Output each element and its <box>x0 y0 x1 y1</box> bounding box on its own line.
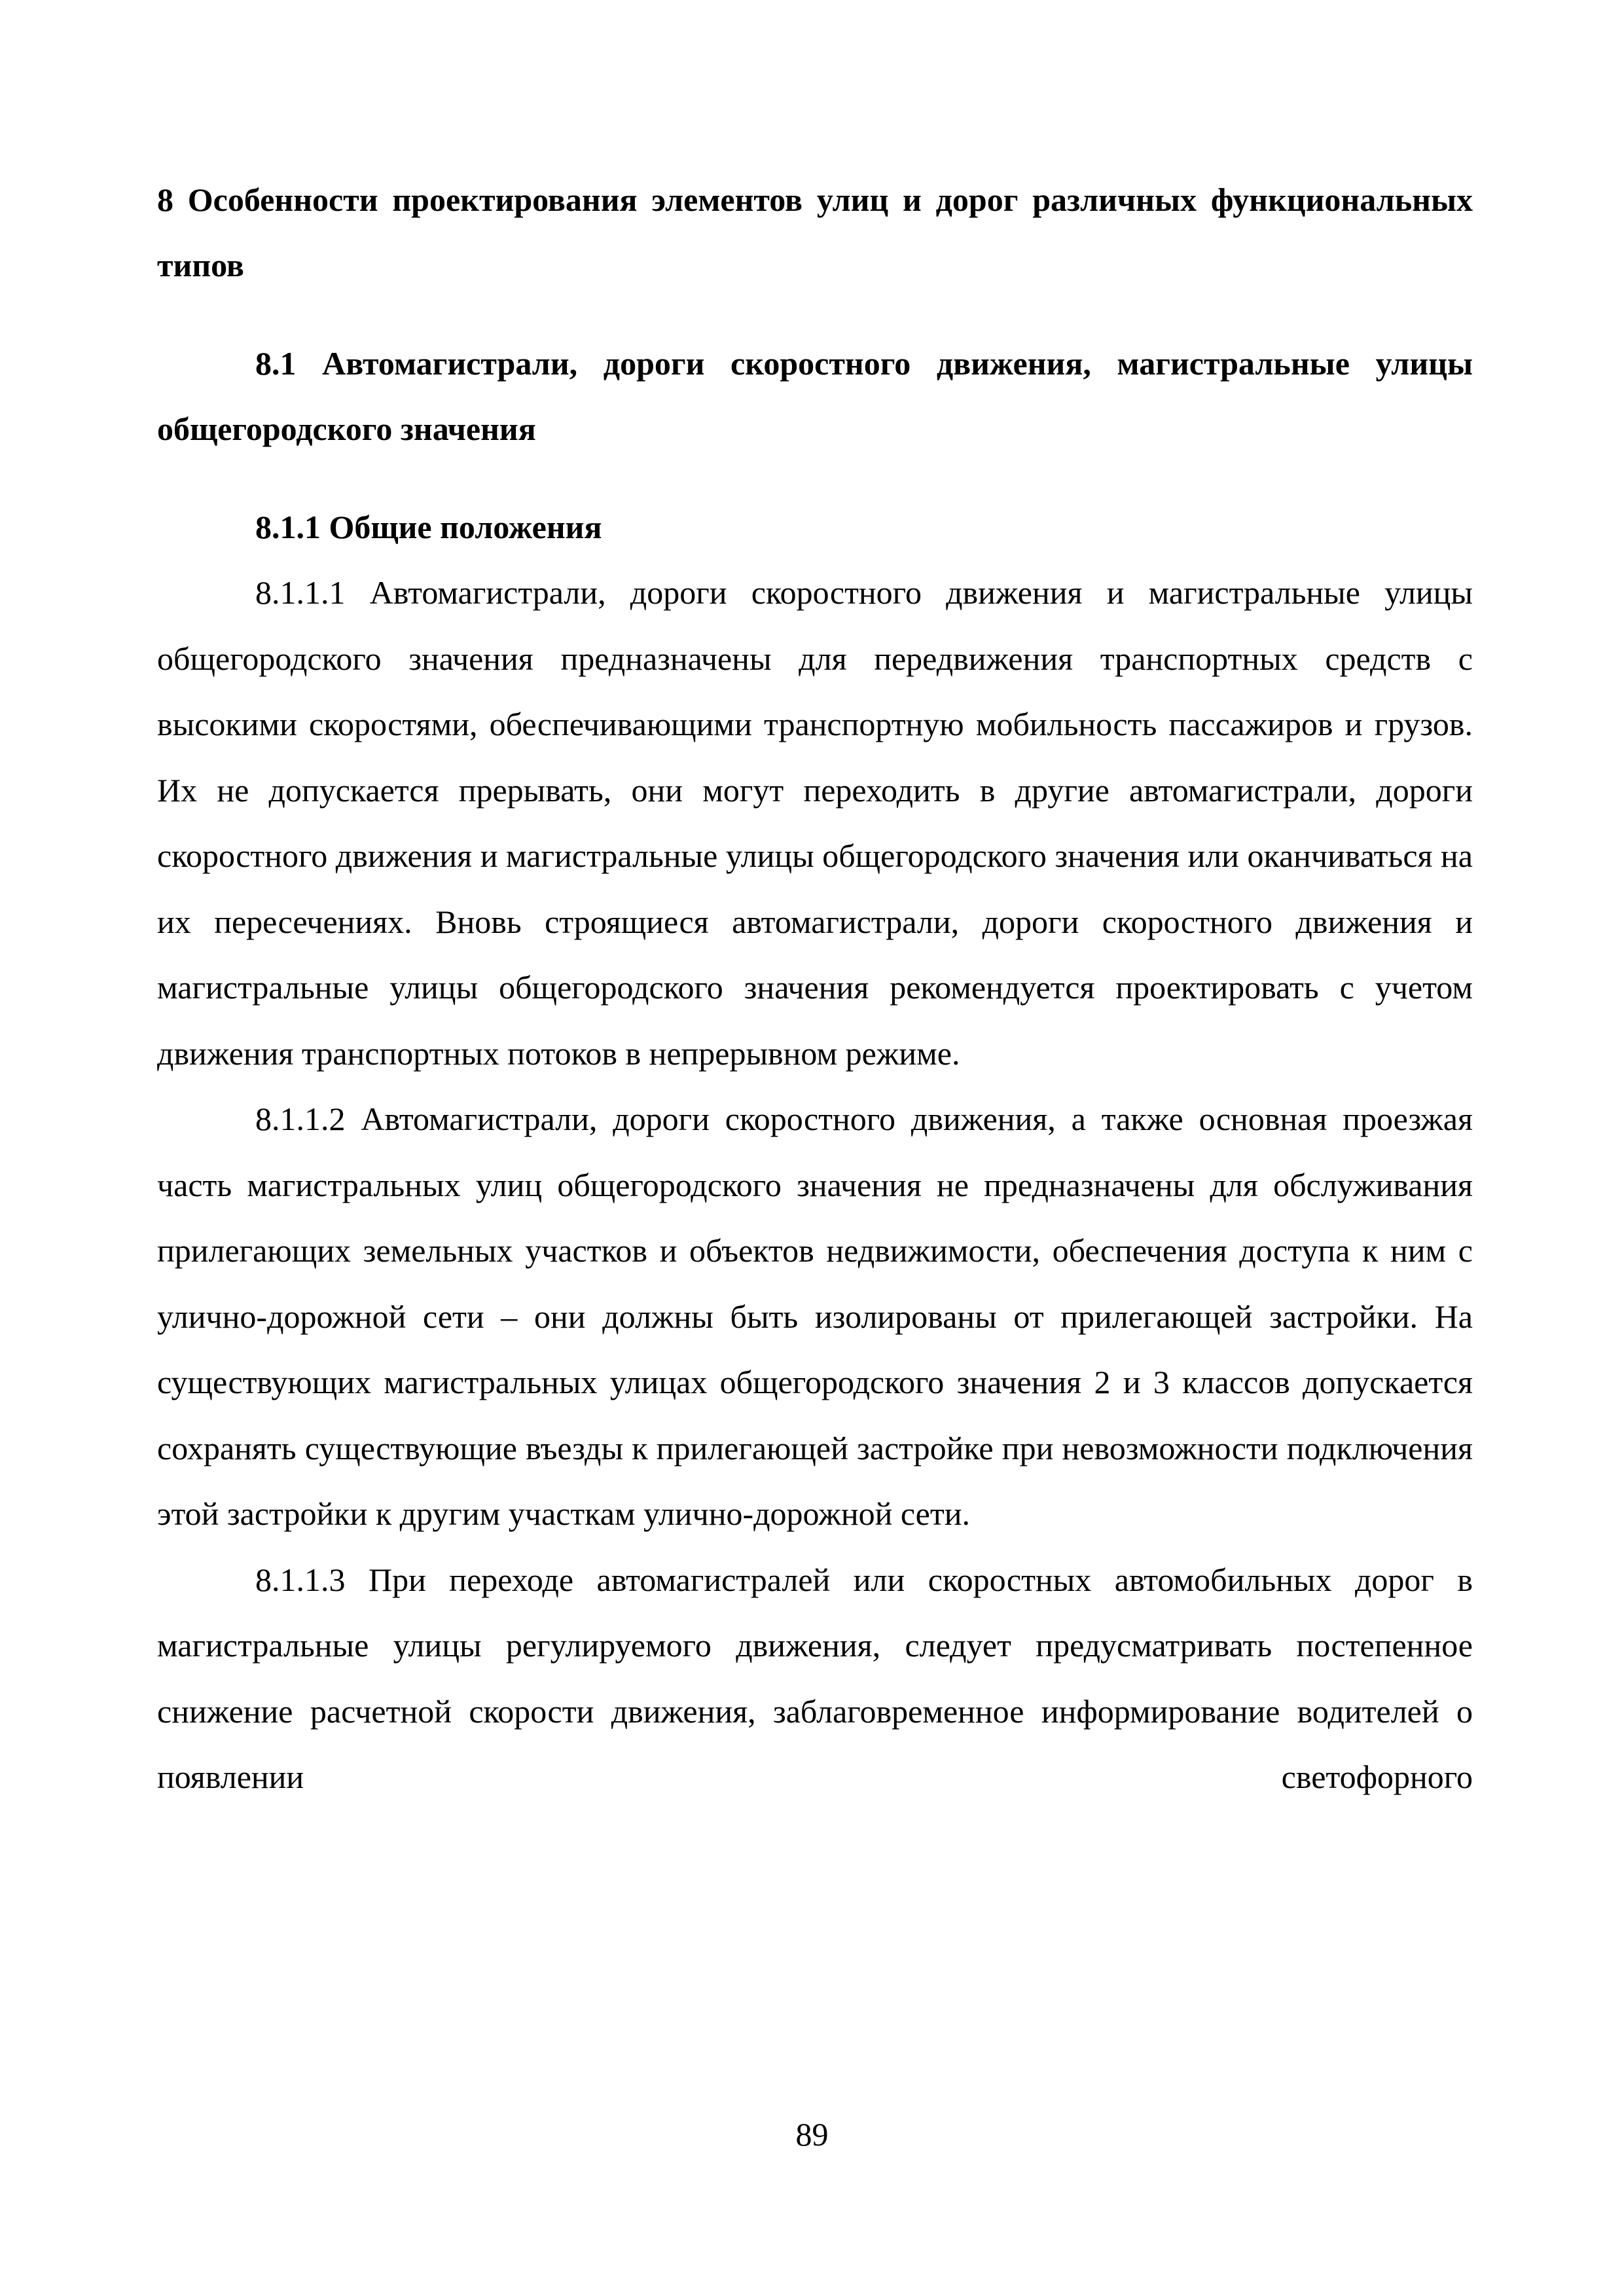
paragraph-8-1-1-3: 8.1.1.3 При переходе автомагистралей или скоростных автомобильных дорог в магистральные улицы регулируемого движения, следует предусматривать постепенное снижение расчетной скорости движения, заблаговременное информирование водителей о появлении светофорного <box>157 1561 1473 1795</box>
document-body <box>157 167 1473 1810</box>
page-number: 89 <box>795 2116 829 2153</box>
section-heading: 8.1 Автомагистрали, дороги скоростного движения, магистральные улицы общегородского значения <box>157 345 1473 447</box>
subsection-heading: 8.1.1 Общие положения <box>255 509 602 545</box>
paragraph-8-1-1-1: 8.1.1.1 Автомагистрали, дороги скоростного движения и магистральные улицы общегородского значения предназначены для передвижения транспортных средств с высокими скоростями, обеспечивающими транспортную мобильность пассажиров и грузов. Их не допускается прерывать, они могут переходить в другие автомагистрали, дороги скоростного движения и магистральные улицы общегородского значения или оканчиваться на их пересечениях. Вновь строящиеся автомагистрали, дороги скоростного движения и магистральные улицы общегородского значения рекомендуется проектировать с учетом движения транспортных потоков в непрерывном режиме. <box>157 574 1473 1072</box>
chapter-heading: 8 Особенности проектирования элементов улиц и дорог различных функциональных типов <box>157 181 1473 283</box>
paragraph-8-1-1-2: 8.1.1.2 Автомагистрали, дороги скоростного движения, а также основная проезжая часть магистральных улиц общегородского значения не предназначены для обслуживания прилегающих земельных участков и объектов недвижимости, обеспечения доступа к ним с улично-дорожной сети – они должны быть изолированы от прилегающей застройки. На существующих магистральных улицах общегородского значения 2 и 3 классов допускается сохранять существующие въезды к прилегающей застройке при невозможности подключения этой застройки к другим участкам улично-дорожной сети. <box>157 1101 1473 1532</box>
